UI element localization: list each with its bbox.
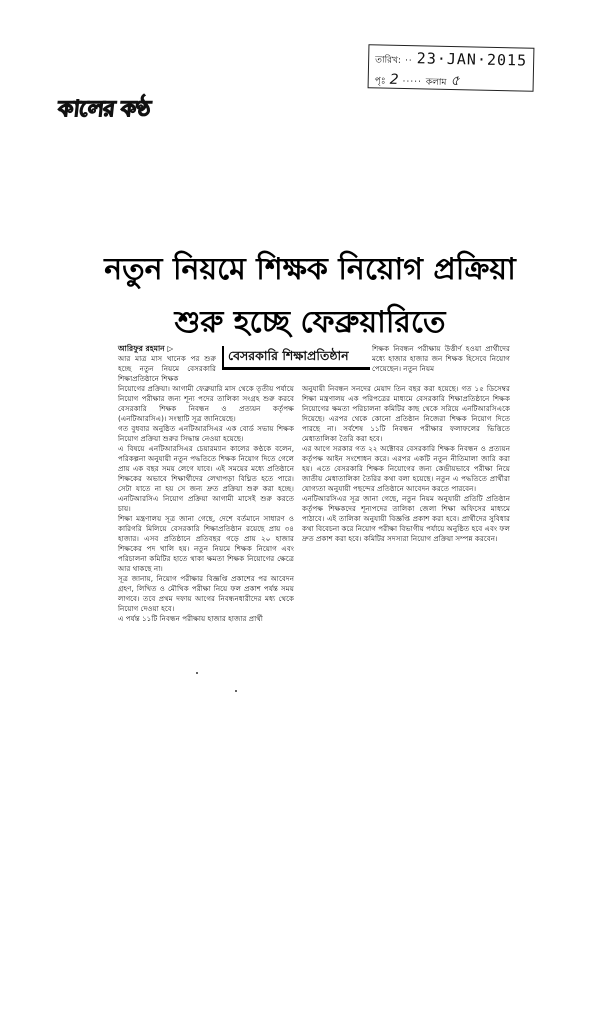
article-paragraph: এনটিআরসিএর সূত্র জানা গেছে, নতুন নিয়ম অনুযায়ী প্রতিটি প্রতিষ্ঠান কর্তৃপক্ষ শিক্ষকদের শূন্যপদের তালিকা জেলা শিক্ষা অফিসের মাধ্যমে পাঠাবে। এই তালিকা অনুযায়ী বিজ্ঞপ্তি প্রকাশ করা হবে। প্রার্থীদের সুবিধার কথা বিবেচনা করে নিয়োগ পরীক্ষা বিভাগীয় পর্যায়ে অনুষ্ঠিত হবে এবং ফল দ্রুত প্রকাশ করা হবে। কমিটির সদস্যরা নিয়োগ প্রক্রিয়া সম্পন্ন করবেন।: [302, 494, 510, 543]
article-paragraph: শিক্ষা মন্ত্রণালয় সূত্র জানা গেছে, দেশে বর্তমানে সাধারণ ও কারিগরি মিলিয়ে বেসরকারি শিক্ষাপ্রতিষ্ঠান রয়েছে প্রায় ৩৪ হাজার। এসব প্রতিষ্ঠানে প্রতিবছর গড়ে প্রায় ২০ হাজার শিক্ষকের পদ খালি হয়। নতুন নিয়মে শিক্ষক নিয়োগ এবং পরিচালনা কমিটির হাতে থাকা ক্ষমতা শিক্ষক নিয়োগের ক্ষেত্রে আর থাকছে না।: [118, 514, 294, 573]
article-paragraph: সূত্র জানায়, নিয়োগ পরীক্ষার বিজ্ঞপ্তি প্রকাশের পর আবেদন গ্রহণ, লিখিত ও মৌখিক পরীক্ষা নিয়ে ফল প্রকাশ পর্যন্ত সময় লাগবে। তবে প্রথম দফায় আগের নিবন্ধনধারীদের মধ্য থেকে নিয়োগ দেওয়া হবে।: [118, 574, 294, 613]
scan-speck: [235, 690, 237, 692]
newspaper-logo: কালের কণ্ঠ: [56, 97, 151, 122]
article-paragraph: এ পর্যন্ত ১১টি নিবন্ধন পরীক্ষায় হাজার হাজার প্রার্থী: [118, 614, 263, 623]
article-paragraph: শিক্ষক নিবন্ধন পরীক্ষায় উত্তীর্ণ হওয়া প্রার্থীদের মধ্যে হাজার হাজার জন শিক্ষক হিসেবে নিয়োগ পেয়েছেন। নতুন নিয়ম: [372, 344, 510, 373]
headline-line-2: শুরু হচ্ছে ফেব্রুয়ারিতে: [174, 305, 446, 340]
article-left-column: [118, 344, 294, 624]
article-paragraph: নিয়োগের প্রক্রিয়া। আগামী ফেব্রুয়ারি মাস থেকে তৃতীয় পর্যায়ে নিয়োগ পরীক্ষার জন্য শূন্য পদের তালিকা সংগ্রহ শুরু করবে বেসরকারি শিক্ষক নিবন্ধন ও প্রত্যয়ন কর্তৃপক্ষ (এনটিআরসিএ)। সংস্থাটি সূত্র জানিয়েছে।: [118, 384, 294, 423]
stamp-page-label: পৃঃ: [374, 76, 386, 87]
article-paragraph: গত বুধবার অনুষ্ঠিত এনটিআরসিএর এক বোর্ড সভায় শিক্ষক নিয়োগ প্রক্রিয়া শুরুর সিদ্ধান্ত নেওয়া হয়েছে।: [118, 424, 294, 443]
stamp-column-label: কলাম: [425, 77, 447, 88]
stamp-page-value: 2: [389, 71, 399, 88]
article-intro: আর মাত্র মাস খানেক পর শুরু হচ্ছে নতুন নিয়মে বেসরকারি শিক্ষাপ্রতিষ্ঠানে শিক্ষক: [118, 354, 216, 383]
article-subhead: বেসরকারি শিক্ষাপ্রতিষ্ঠান: [222, 346, 370, 370]
stamp-dots: ·····: [402, 76, 422, 88]
stamp-date-label: তারিখ:: [375, 55, 402, 66]
clipping-stamp: [368, 44, 535, 91]
headline-line-1: নতুন নিয়মে শিক্ষক নিয়োগ প্রক্রিয়া: [104, 252, 516, 287]
article-right-top: [372, 344, 510, 374]
article-right-column: [302, 384, 510, 544]
article-paragraph: এর আগে সরকার গত ২২ অক্টোবর বেসরকারি শিক্ষক নিবন্ধন ও প্রত্যয়ন কর্তৃপক্ষ আইন সংশোধন করে। এরপর একটি নতুন নীতিমালা জারি করা হয়। এতে বেসরকারি শিক্ষক নিয়োগের জন্য কেন্দ্রীয়ভাবে পরীক্ষা নিয়ে জাতীয় মেধাতালিকা তৈরির কথা বলা হয়েছে। নতুন এ পদ্ধতিতে প্রার্থীরা যোগ্যতা অনুযায়ী পছন্দের প্রতিষ্ঠানে আবেদন করতে পারবেন।: [302, 444, 510, 493]
stamp-column-value: ৫: [450, 72, 460, 90]
stamp-dots: ··: [404, 56, 413, 67]
article-byline: আরিফুর রহমান ▷: [118, 344, 174, 353]
scan-speck: [196, 672, 198, 674]
article-paragraph: অনুযায়ী নিবন্ধন সনদের মেয়াদ তিন বছর করা হয়েছে। গত ১৫ ডিসেম্বর শিক্ষা মন্ত্রণালয় এক পরিপত্রের মাধ্যমে বেসরকারি শিক্ষাপ্রতিষ্ঠানে শিক্ষক নিয়োগের ক্ষমতা পরিচালনা কমিটির কাছ থেকে সরিয়ে এনটিআরসিএকে দিয়েছে। এরপর থেকে কোনো প্রতিষ্ঠান নিজেরা শিক্ষক নিয়োগ দিতে পারছে না। সর্বশেষ ১১টি নিবন্ধন পরীক্ষার ফলাফলের ভিত্তিতে মেধাতালিকা তৈরি করা হবে।: [302, 384, 510, 443]
article-paragraph: এ বিষয়ে এনটিআরসিএর চেয়ারম্যান কালের কণ্ঠকে বলেন, পরিকল্পনা অনুযায়ী নতুন পদ্ধতিতে শিক্ষক নিয়োগ দিতে গেলে প্রায় এক বছর সময় লেগে যাবে। এই সময়ের মধ্যে প্রতিষ্ঠানে শিক্ষকের অভাবে শিক্ষার্থীদের লেখাপড়া বিঘ্নিত হতে পারে। সেটা যাতে না হয় সে জন্য দ্রুত প্রক্রিয়া শুরু করা হচ্ছে। এনটিআরসিএ নিয়োগ প্রক্রিয়া আগামী মাসেই শুরু করতে চায়।: [118, 444, 294, 513]
stamp-date-value: 23·JAN·2015: [416, 49, 528, 70]
